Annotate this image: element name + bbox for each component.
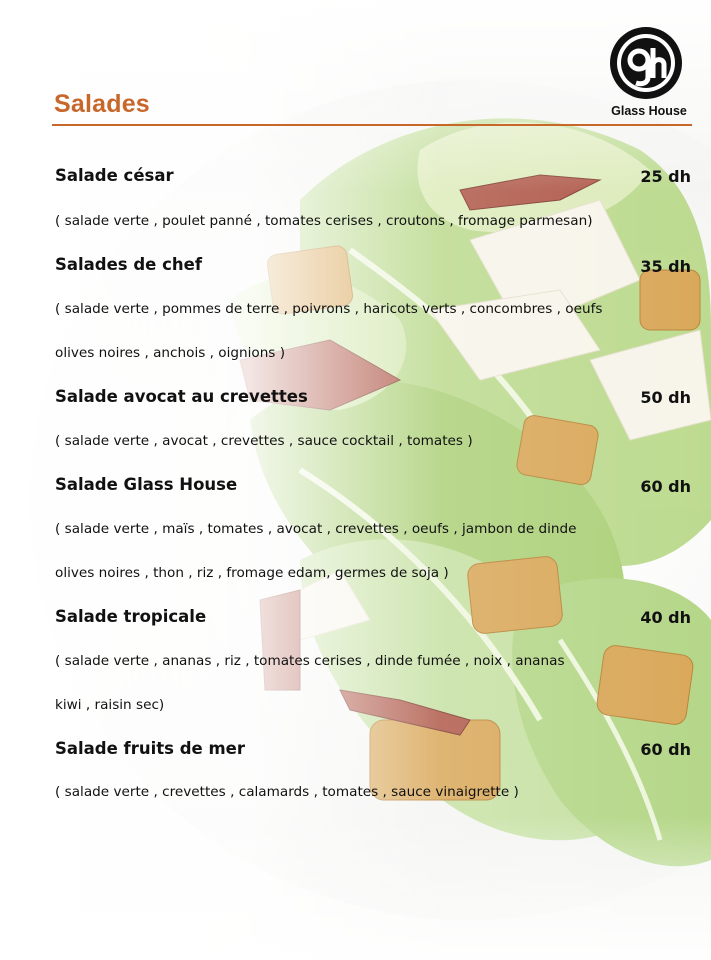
menu-item-description: olives noires , anchois , oignions ) <box>55 345 286 361</box>
gh-monogram-logo-icon <box>609 26 683 100</box>
menu-item-name: Salade avocat au crevettes <box>55 387 308 406</box>
menu-item-description: ( salade verte , pommes de terre , poivrons , haricots verts , concombres , oeufs <box>55 301 603 317</box>
title-divider <box>52 124 692 126</box>
menu-item-description: ( salade verte , crevettes , calamards , tomates , sauce vinaigrette ) <box>55 784 519 800</box>
menu-item-price: 25 dh <box>640 167 691 186</box>
menu-item-price: 50 dh <box>640 388 691 407</box>
menu-item-name: Salades de chef <box>55 255 203 274</box>
menu-item-price: 60 dh <box>640 477 691 496</box>
menu-item-name: Salade césar <box>55 166 174 185</box>
menu-item-description: ( salade verte , maïs , tomates , avocat , crevettes , oeufs , jambon de dinde <box>55 521 577 537</box>
page-title: Salades <box>54 90 150 118</box>
menu-item-name: Salade Glass House <box>55 475 238 494</box>
menu-item-description: ( salade verte , avocat , crevettes , sauce cocktail , tomates ) <box>55 433 473 449</box>
menu-item-price: 40 dh <box>640 608 691 627</box>
brand-name: Glass House <box>611 104 687 118</box>
menu-item-description: kiwi , raisin sec) <box>55 697 165 713</box>
menu-item-description: ( salade verte , ananas , riz , tomates cerises , dinde fumée , noix , ananas <box>55 653 565 669</box>
menu-item-name: Salade tropicale <box>55 607 207 626</box>
menu-item-name: Salade fruits de mer <box>55 739 245 758</box>
menu-item-description: ( salade verte , poulet panné , tomates cerises , croutons , fromage parmesan) <box>55 213 593 229</box>
menu-item-price: 60 dh <box>640 740 691 759</box>
menu-item-price: 35 dh <box>640 257 691 276</box>
brand-logo <box>606 26 696 122</box>
menu-item-description: olives noires , thon , riz , fromage edam, germes de soja ) <box>55 565 449 581</box>
